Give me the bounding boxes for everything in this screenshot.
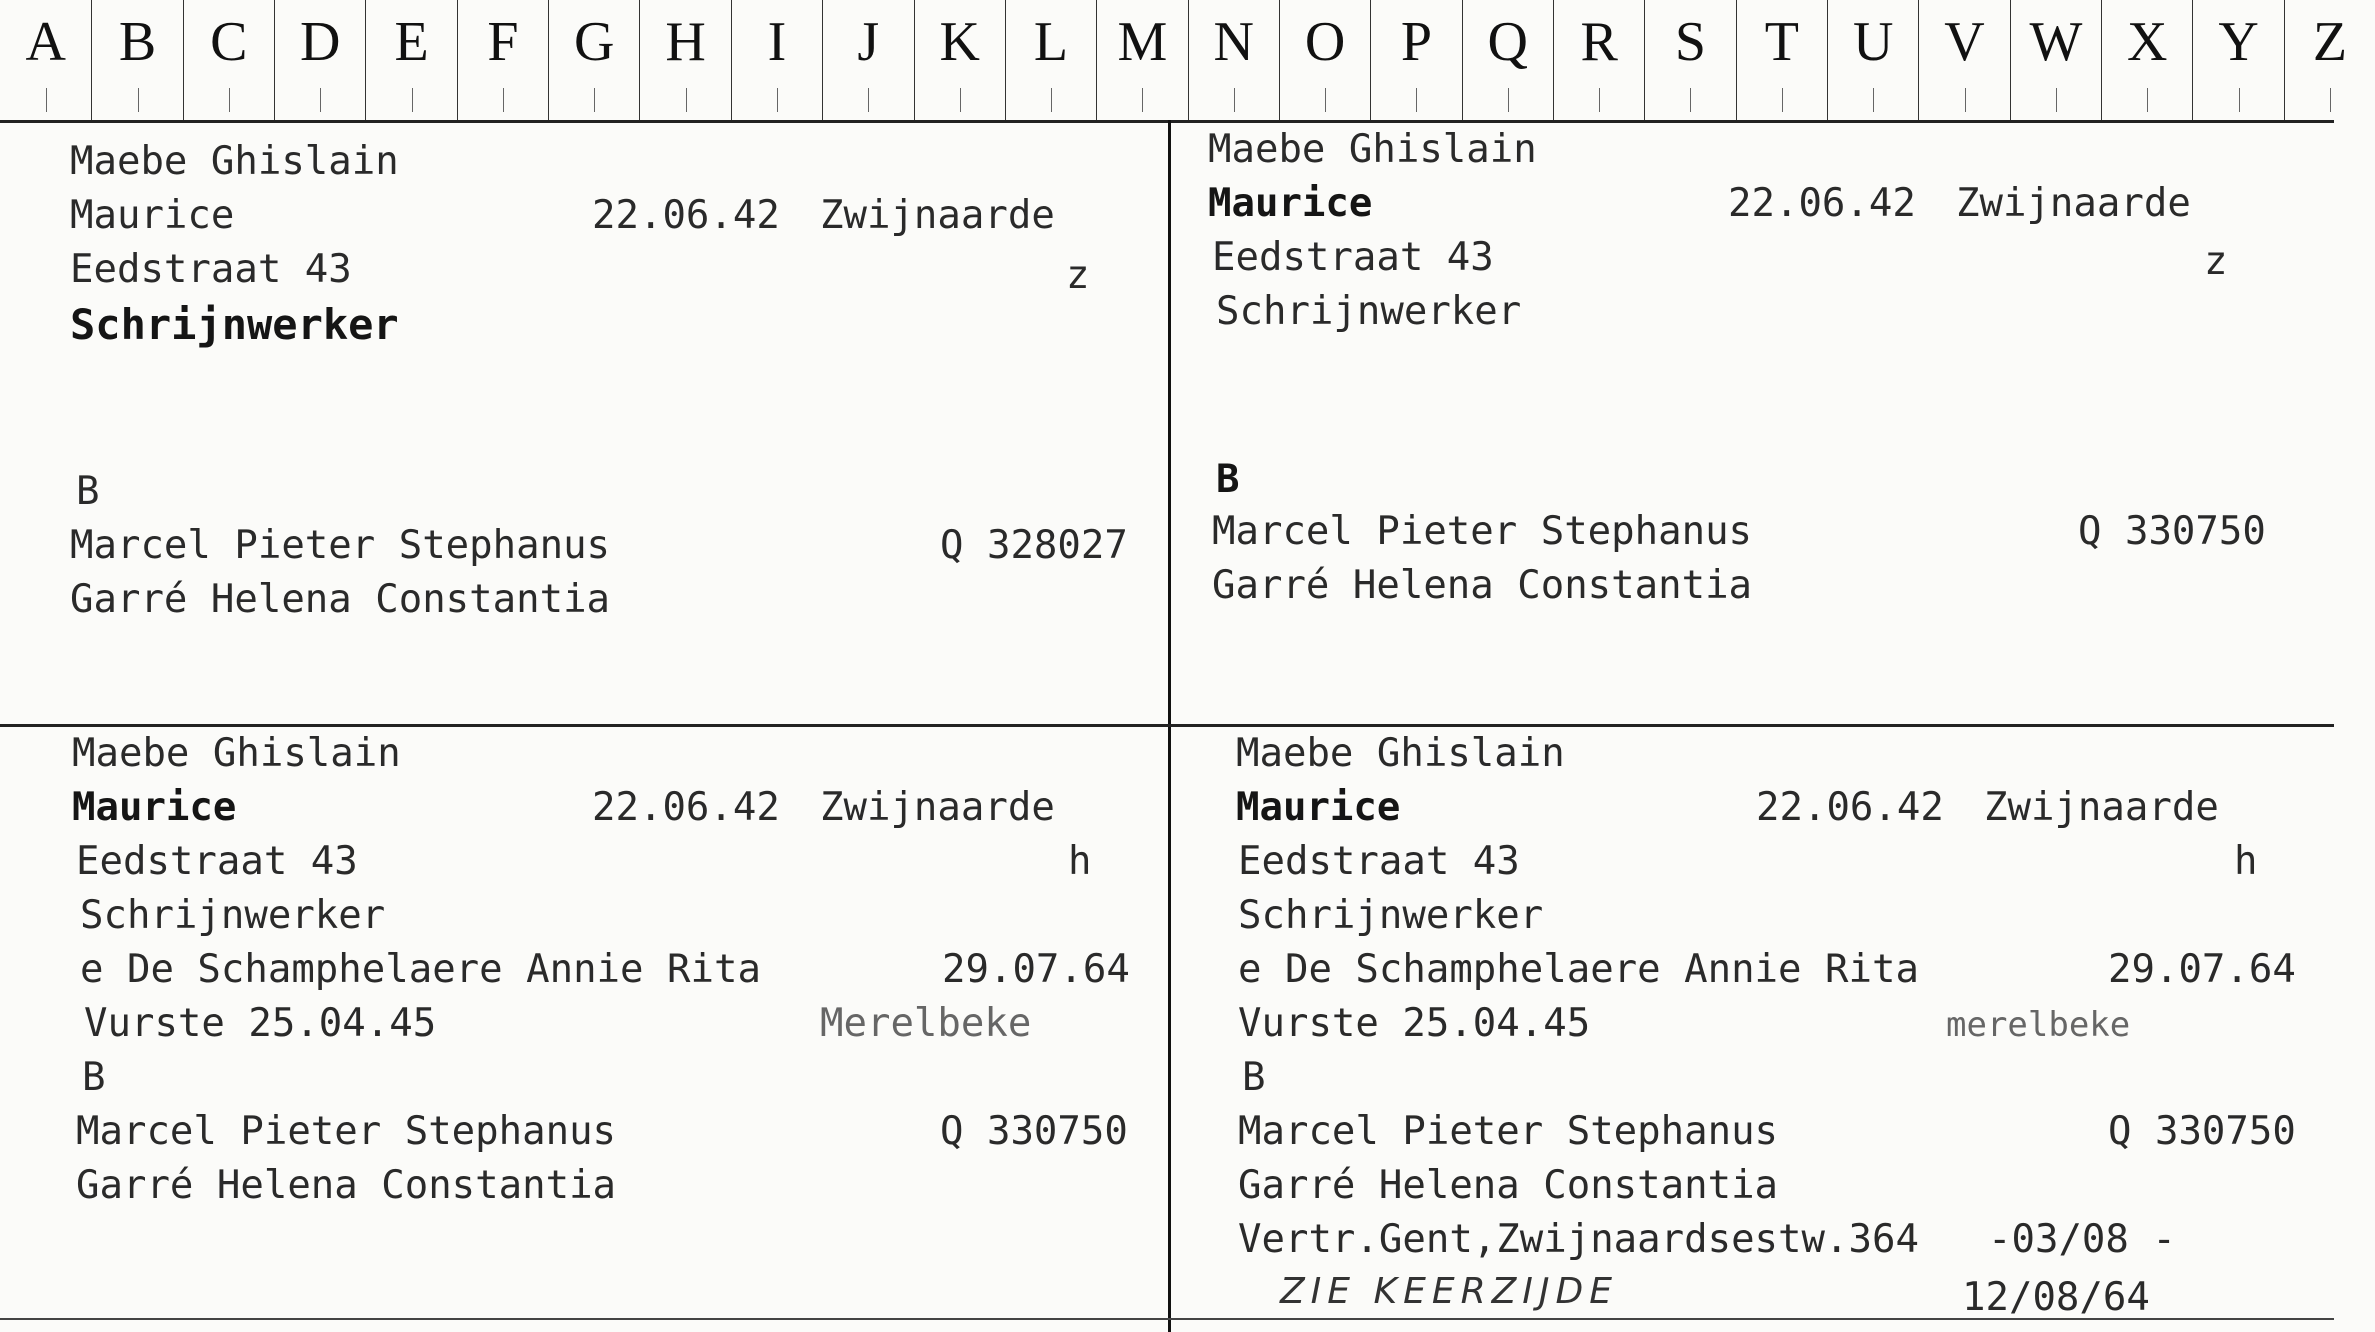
given-names: Maurice bbox=[72, 785, 237, 830]
given-names: Maurice bbox=[70, 193, 235, 238]
section-letter: B bbox=[1216, 457, 1240, 502]
status-code: z bbox=[1066, 253, 1090, 298]
profession: Schrijnwerker bbox=[1238, 893, 1544, 938]
index-letter-y bbox=[2192, 0, 2283, 120]
status-code: z bbox=[2204, 239, 2228, 284]
birth-place: Zwijnaarde bbox=[820, 193, 1055, 238]
spouse-birth: Vurste 25.04.45 bbox=[84, 1001, 437, 1046]
index-letter-label: R bbox=[1580, 11, 1618, 73]
index-letter-x bbox=[2101, 0, 2192, 120]
father-name: Marcel Pieter Stephanus bbox=[1238, 1109, 1779, 1154]
index-letter-c bbox=[183, 0, 274, 120]
profession: Schrijnwerker bbox=[80, 893, 386, 938]
index-tick-mark bbox=[2147, 88, 2148, 112]
father-name: Marcel Pieter Stephanus bbox=[76, 1109, 617, 1154]
index-letter-b bbox=[91, 0, 182, 120]
index-letter-i bbox=[731, 0, 822, 120]
profession: Schrijnwerker bbox=[70, 300, 399, 349]
marriage-place: Merelbeke bbox=[820, 1001, 1032, 1046]
marriage-place: merelbeke bbox=[1946, 1005, 2131, 1045]
index-letter-d bbox=[274, 0, 365, 120]
index-letter-g bbox=[548, 0, 639, 120]
index-letter-label: X bbox=[2126, 11, 2168, 73]
index-letter-label: N bbox=[1213, 11, 1254, 73]
index-letter-label: F bbox=[487, 11, 519, 73]
index-letter-label: E bbox=[394, 11, 429, 73]
birth-place: Zwijnaarde bbox=[820, 785, 1055, 830]
index-tick-mark bbox=[868, 88, 869, 112]
birth-date: 22.06.42 bbox=[1756, 785, 1944, 830]
index-letter-f bbox=[457, 0, 548, 120]
surname-firstname: Maebe Ghislain bbox=[72, 731, 401, 776]
index-letter-label: V bbox=[1944, 11, 1985, 73]
index-tick-mark bbox=[960, 88, 961, 112]
index-letter-label: Q bbox=[1487, 11, 1528, 73]
record-card-2 bbox=[1172, 124, 2334, 722]
index-tick-mark bbox=[1690, 88, 1691, 112]
index-tick-mark bbox=[1142, 88, 1143, 112]
index-tick-mark bbox=[777, 88, 778, 112]
surname-firstname: Maebe Ghislain bbox=[1208, 127, 1537, 172]
given-names: Maurice bbox=[1236, 785, 1401, 830]
record-card-1 bbox=[0, 124, 1166, 722]
index-tick-mark bbox=[1782, 88, 1783, 112]
index-tick-mark bbox=[412, 88, 413, 112]
index-letter-k bbox=[914, 0, 1005, 120]
alphabet-index-bar bbox=[0, 0, 2348, 123]
index-tick-mark bbox=[1051, 88, 1052, 112]
profession: Schrijnwerker bbox=[1216, 289, 1522, 334]
index-letter-label: T bbox=[1764, 11, 1799, 73]
address: Eedstraat 43 bbox=[70, 247, 352, 292]
given-names: Maurice bbox=[1208, 181, 1373, 226]
index-letter-u bbox=[1827, 0, 1918, 120]
reference-number: Q 330750 bbox=[2078, 509, 2266, 554]
index-letter-label: A bbox=[25, 11, 66, 73]
index-tick-mark bbox=[2330, 88, 2331, 112]
index-letter-t bbox=[1736, 0, 1827, 120]
birth-date: 22.06.42 bbox=[1728, 181, 1916, 226]
index-letter-w bbox=[2010, 0, 2101, 120]
spouse-birth: Vurste 25.04.45 bbox=[1238, 1001, 1591, 1046]
mother-name: Garré Helena Constantia bbox=[76, 1163, 617, 1208]
reference-number: Q 328027 bbox=[940, 523, 1128, 568]
index-letter-label: P bbox=[1400, 11, 1432, 73]
index-letter-r bbox=[1553, 0, 1644, 120]
record-card-4 bbox=[1172, 728, 2334, 1320]
index-letter-v bbox=[1918, 0, 2009, 120]
index-letter-label: W bbox=[2029, 11, 2083, 73]
stamp-date: 12/08/64 bbox=[1962, 1275, 2150, 1320]
index-tick-mark bbox=[1965, 88, 1966, 112]
index-tick-mark bbox=[1416, 88, 1417, 112]
address: Eedstraat 43 bbox=[1238, 839, 1520, 884]
birth-place: Zwijnaarde bbox=[1984, 785, 2219, 830]
mother-name: Garré Helena Constantia bbox=[1238, 1163, 1779, 1208]
index-letter-h bbox=[639, 0, 730, 120]
spouse-name: e De Schamphelaere Annie Rita bbox=[80, 947, 761, 992]
index-letter-z bbox=[2284, 0, 2375, 120]
index-letter-label: H bbox=[665, 11, 706, 73]
index-tick-mark bbox=[46, 88, 47, 112]
mother-name: Garré Helena Constantia bbox=[70, 577, 611, 622]
index-tick-mark bbox=[1873, 88, 1874, 112]
mother-name: Garré Helena Constantia bbox=[1212, 563, 1753, 608]
index-tick-mark bbox=[2056, 88, 2057, 112]
index-letter-label: J bbox=[857, 11, 880, 73]
index-letter-m bbox=[1096, 0, 1187, 120]
index-letter-n bbox=[1188, 0, 1279, 120]
index-letter-label: M bbox=[1117, 11, 1168, 73]
index-letter-q bbox=[1462, 0, 1553, 120]
index-tick-mark bbox=[1508, 88, 1509, 112]
marriage-date: 29.07.64 bbox=[942, 947, 1130, 992]
surname-firstname: Maebe Ghislain bbox=[1236, 731, 1565, 776]
index-letter-label: O bbox=[1304, 11, 1346, 73]
index-tick-mark bbox=[138, 88, 139, 112]
index-letter-label: B bbox=[118, 11, 157, 73]
index-letter-label: G bbox=[574, 11, 615, 73]
horizontal-divider bbox=[0, 724, 2334, 727]
index-tick-mark bbox=[2239, 88, 2240, 112]
address: Eedstraat 43 bbox=[1212, 235, 1494, 280]
index-tick-mark bbox=[320, 88, 321, 112]
index-letter-label: Z bbox=[2312, 11, 2348, 73]
marriage-date: 29.07.64 bbox=[2108, 947, 2296, 992]
index-tick-mark bbox=[1234, 88, 1235, 112]
status-code: h bbox=[1068, 839, 1092, 884]
departure-note: Vertr.Gent,Zwijnaardsestw.364 bbox=[1238, 1217, 1919, 1262]
index-letter-label: C bbox=[210, 11, 248, 73]
section-letter: B bbox=[1242, 1055, 1266, 1100]
record-card-3 bbox=[0, 728, 1166, 1316]
index-letter-j bbox=[822, 0, 913, 120]
index-tick-mark bbox=[229, 88, 230, 112]
index-letter-label: Y bbox=[2218, 11, 2259, 73]
index-letter-label: I bbox=[767, 11, 787, 73]
birth-date: 22.06.42 bbox=[592, 193, 780, 238]
section-letter: B bbox=[76, 469, 100, 514]
index-letter-label: D bbox=[299, 11, 341, 73]
index-tick-mark bbox=[1599, 88, 1600, 112]
status-code: h bbox=[2234, 839, 2258, 884]
index-tick-mark bbox=[503, 88, 504, 112]
index-tick-mark bbox=[1325, 88, 1326, 112]
index-letter-label: U bbox=[1852, 11, 1894, 73]
handwritten-note: ZIE KEERZIJDE bbox=[1280, 1271, 1618, 1312]
father-name: Marcel Pieter Stephanus bbox=[1212, 509, 1753, 554]
reference-number: Q 330750 bbox=[2108, 1109, 2296, 1154]
address: Eedstraat 43 bbox=[76, 839, 358, 884]
index-tick-mark bbox=[686, 88, 687, 112]
index-letter-e bbox=[365, 0, 456, 120]
index-letter-o bbox=[1279, 0, 1370, 120]
surname-firstname: Maebe Ghislain bbox=[70, 139, 399, 184]
index-tick-mark bbox=[594, 88, 595, 112]
departure-date: -03/08 - bbox=[1988, 1217, 2176, 1262]
birth-place: Zwijnaarde bbox=[1956, 181, 2191, 226]
index-letter-p bbox=[1370, 0, 1461, 120]
father-name: Marcel Pieter Stephanus bbox=[70, 523, 611, 568]
index-letter-a bbox=[0, 0, 91, 120]
spouse-name: e De Schamphelaere Annie Rita bbox=[1238, 947, 1919, 992]
index-letter-label: S bbox=[1674, 11, 1707, 73]
index-letter-label: L bbox=[1033, 11, 1069, 73]
section-letter: B bbox=[82, 1055, 106, 1100]
index-letter-s bbox=[1644, 0, 1735, 120]
reference-number: Q 330750 bbox=[940, 1109, 1128, 1154]
index-letter-label: K bbox=[939, 11, 980, 73]
index-letter-l bbox=[1005, 0, 1096, 120]
birth-date: 22.06.42 bbox=[592, 785, 780, 830]
